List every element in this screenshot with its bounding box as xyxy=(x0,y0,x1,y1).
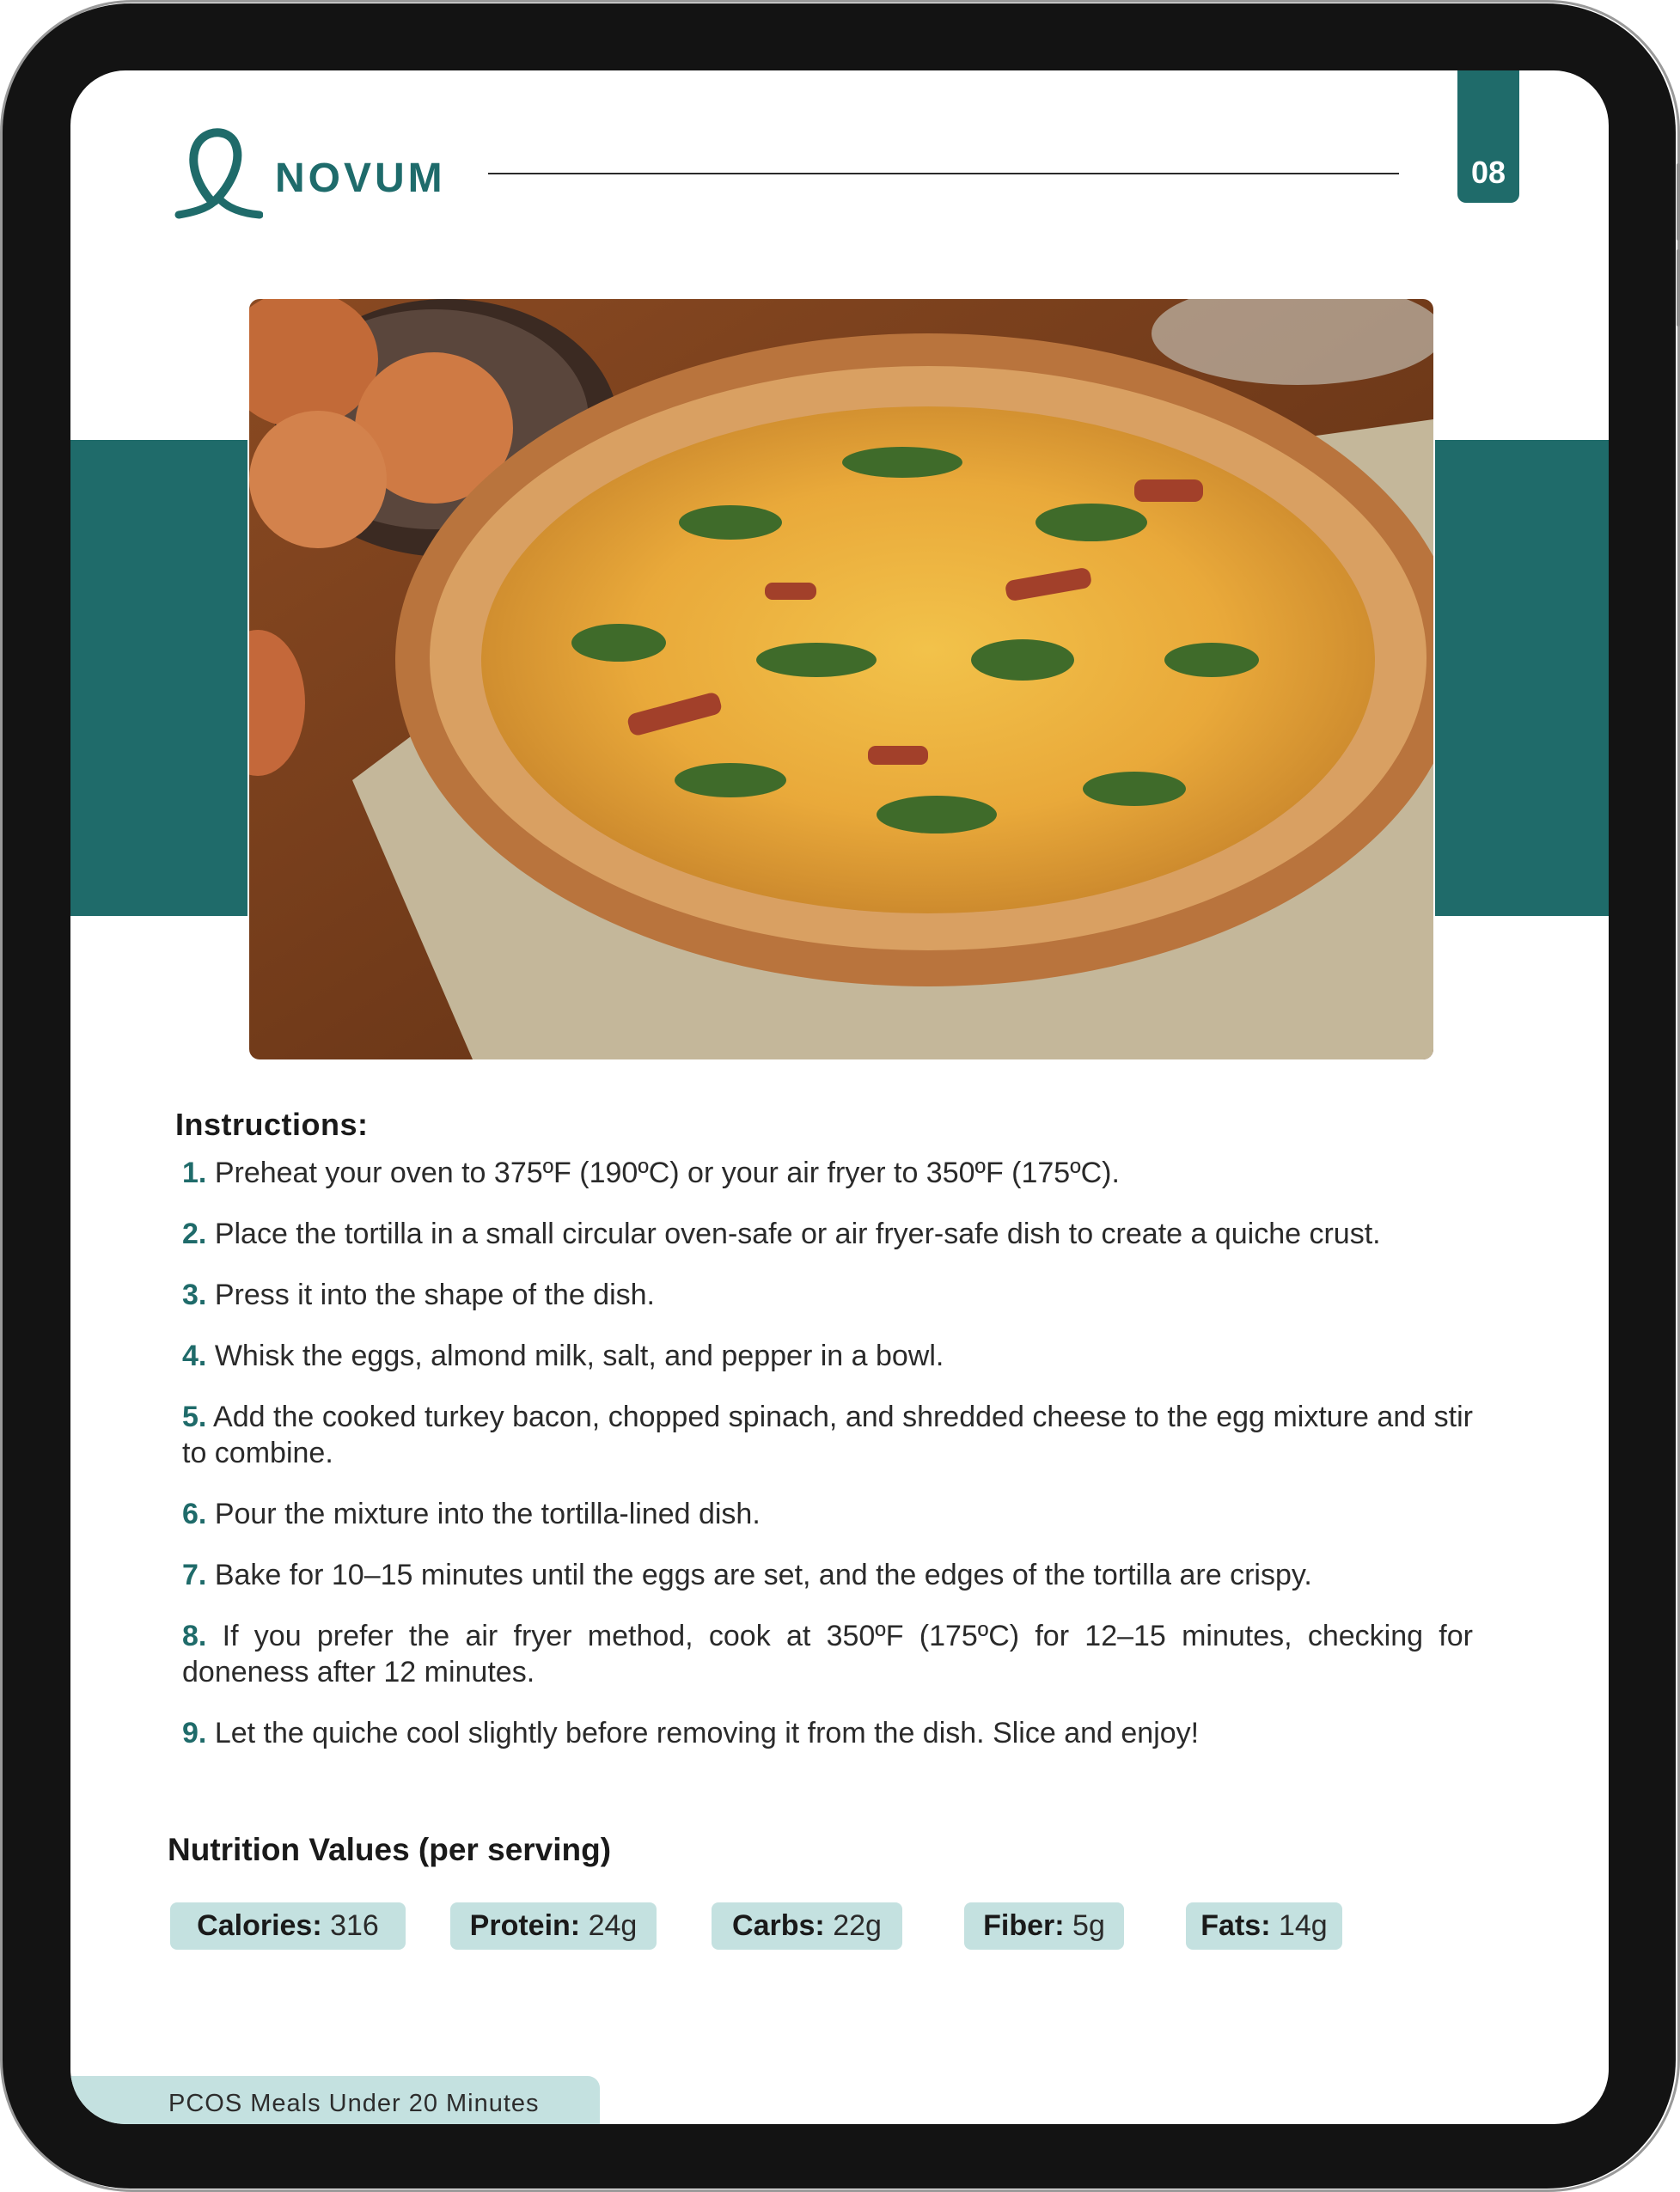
nutrition-label: Protein: xyxy=(469,1909,581,1942)
nutrition-chip-calories xyxy=(170,1902,406,1950)
step-number: 5. xyxy=(182,1401,207,1433)
step-number: 7. xyxy=(182,1559,207,1591)
nutrition-label: Fats: xyxy=(1200,1909,1271,1942)
quiche-photo xyxy=(249,299,1433,1059)
nutrition-heading: Nutrition Values (per serving) xyxy=(168,1832,612,1867)
instruction-step xyxy=(182,1216,1473,1252)
step-text: Whisk the eggs, almond milk, salt, and pepper in a bowl. xyxy=(214,1340,944,1372)
instruction-step xyxy=(182,1338,1473,1374)
nutrition-label: Fiber: xyxy=(983,1909,1065,1942)
document-page xyxy=(70,70,1609,2124)
step-text: Preheat your oven to 375ºF (190ºC) or your air fryer to 350ºF (175ºC). xyxy=(214,1157,1120,1189)
nutrition-label: Carbs: xyxy=(732,1909,825,1942)
brand-name: NOVUM xyxy=(275,155,446,201)
step-text: Press it into the shape of the dish. xyxy=(214,1279,656,1311)
step-number: 8. xyxy=(182,1620,207,1652)
instructions-heading: Instructions: xyxy=(175,1107,369,1142)
step-text: Place the tortilla in a small circular oven-safe or air fryer-safe dish to create a quiche crust. xyxy=(214,1218,1381,1250)
step-text: Bake for 10–15 minutes until the eggs are set, and the edges of the tortilla are crispy. xyxy=(214,1559,1312,1591)
volume-down-button xyxy=(1677,249,1680,327)
instruction-step xyxy=(182,1496,1473,1532)
nutrition-label: Calories: xyxy=(197,1909,322,1942)
instruction-step xyxy=(182,1155,1473,1191)
instruction-step xyxy=(182,1557,1473,1593)
step-number: 9. xyxy=(182,1717,207,1749)
step-number: 2. xyxy=(182,1218,207,1250)
instruction-step xyxy=(182,1618,1473,1690)
step-text: Let the quiche cool slightly before removing it from the dish. Slice and enjoy! xyxy=(214,1717,1200,1749)
page-number-tab xyxy=(1457,70,1519,203)
nutrition-value: 316 xyxy=(330,1909,379,1942)
page-number: 08 xyxy=(1470,155,1506,190)
step-text: If you prefer the air fryer method, cook at 350ºF (175ºC) for 12–15 minutes, checking for doneness after 12 minutes. xyxy=(182,1620,1473,1688)
step-number: 4. xyxy=(182,1340,207,1372)
quiche-illustration xyxy=(249,299,1433,1059)
step-number: 1. xyxy=(182,1157,207,1189)
nutrition-value: 5g xyxy=(1072,1909,1105,1942)
footer-label: PCOS Meals Under 20 Minutes xyxy=(168,2090,540,2117)
nutrition-value: 24g xyxy=(588,1909,638,1942)
step-text: Pour the mixture into the tortilla-lined dish. xyxy=(214,1498,761,1530)
step-number: 3. xyxy=(182,1279,207,1311)
novum-ribbon-icon xyxy=(174,125,263,222)
header-rule xyxy=(488,173,1399,174)
brand-logo xyxy=(174,125,446,222)
nutrition-value: 14g xyxy=(1278,1909,1328,1942)
nutrition-chip-protein xyxy=(450,1902,657,1950)
instruction-step xyxy=(182,1399,1473,1471)
instructions-list xyxy=(182,1155,1473,1776)
nutrition-chip-fats xyxy=(1186,1902,1342,1950)
step-text: Add the cooked turkey bacon, chopped spinach, and shredded cheese to the egg mixture and stir to combine. xyxy=(182,1401,1473,1469)
nutrition-chip-fiber xyxy=(964,1902,1124,1950)
instruction-step xyxy=(182,1715,1473,1751)
volume-up-button xyxy=(1677,163,1680,241)
nutrition-value: 22g xyxy=(833,1909,882,1942)
instruction-step xyxy=(182,1277,1473,1313)
accent-band-left xyxy=(70,440,247,916)
accent-band-right xyxy=(1435,440,1609,916)
step-number: 6. xyxy=(182,1498,207,1530)
nutrition-chip-carbs xyxy=(712,1902,902,1950)
footer-tab xyxy=(70,2076,600,2124)
